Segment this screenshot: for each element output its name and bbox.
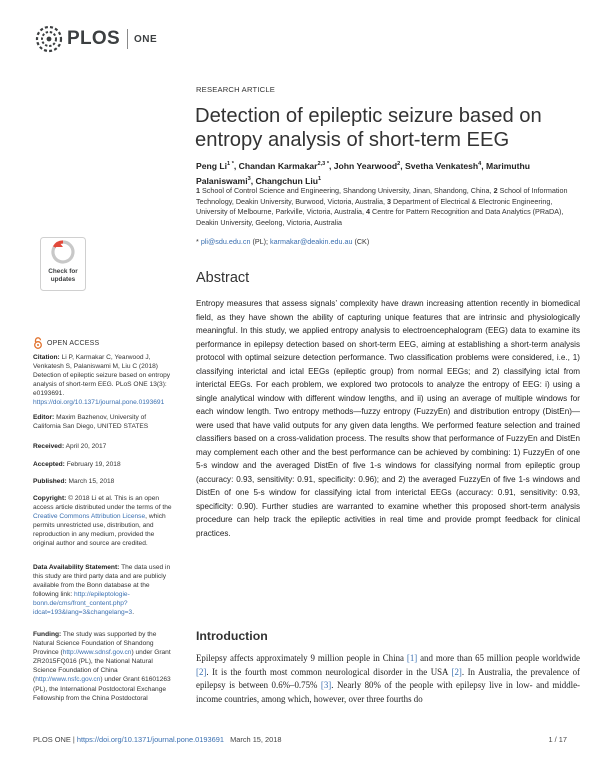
citation-text: Li P, Karmakar C, Yearwood J, Venkatesh S, Palaniswami M, Liu C (2018) Detection of epileptic seizure based on entropy analysis of short-term EEG. PLoS ONE 13(3): e0193691. [33, 354, 171, 398]
intro-text-4: . In Australia, the prevalence of epilepsy is between 0.6%–0.75% [196, 666, 580, 691]
data-availability-block [33, 563, 173, 618]
article-title: Detection of epileptic seizure based on entropy analysis of short-term EEG [195, 105, 542, 151]
badge-line-2: updates [50, 275, 76, 283]
footer-date: March 15, 2018 [230, 735, 282, 744]
affiliation-number: 2 [493, 186, 498, 195]
author-name: Marimuthu Palaniswami [196, 160, 530, 186]
abstract-text: Entropy measures that assess signals’ complexity have drawn increasing attention recently in biomedical field, as they have shown the ability of capturing unique features that are intrinsic and physiologically meaningful. In this study, we applied entropy analysis to electroencephalogram (EEG) data to examine its performance in epilepsy detection based on short-term EEG, aiming at establishing a short-term analysis protocol with optimal seizure detection performance. Two classification problems were considered, i.e., 1) classifying interictal and ictal EEGs (epileptic group) from normal EEGs; and 2) classifying ictal from interictal EEGs. For each problem, we explored two protocols to analyze the entropy of EEG: i) using a single analytical window with different window lengths, and ii) using an average of multiple windows for each window length. Two entropy methods—fuzzy entropy (FuzzyEn) and distribution entropy (DistEn)—were used that have valid outputs for any given data lengths. We performed feature selection and trained classifiers based on a cross-validation process. The results show that performance of FuzzyEn and DistEn may complement each other and the best performance can be achieved by combining: 1) FuzzyEn of one 5-s window and the averaged DistEn of five 1-s windows for classifying normal from epileptic group (accuracy: 0.93, sensitivity: 0.91, specificity: 0.96); and 2) the averaged FuzzyEn of five 1-s windows and DistEn of one 5-s window for classifying ictal from interictal EEGs (accuracy: 0.91, sensitivity: 0.93, specificity: 0.90). Further studies are warranted to examine whether this proposed short-term analysis procedure can help track the epileptic activities in real time and provide prompt feedback for clinical practices. [196, 299, 580, 538]
contact-marker: * [196, 237, 199, 246]
accepted-label: Accepted: [33, 461, 65, 468]
editor-label: Editor: [33, 414, 55, 421]
sdnsf-link[interactable]: http://www.sdnsf.gov.cn [62, 649, 132, 657]
open-lock-icon [33, 337, 43, 349]
open-access-label [33, 337, 99, 349]
author-affiliation-marker: 4 [478, 161, 482, 167]
affiliation-number: 1 [196, 186, 200, 195]
funding-text-3: ) under Grant 61601263 (PL), the International Postdoctoral Exchange Fellowship from the China Postdoctoral [33, 676, 171, 702]
email-link-pl[interactable]: pli@sdu.edu.cn [200, 237, 251, 246]
email-link-ck[interactable]: karmakar@deakin.edu.au [270, 237, 353, 246]
page-footer [33, 735, 567, 744]
intro-text-2: and more than 65 million people worldwide [417, 653, 580, 663]
published-date: March 15, 2018 [66, 478, 115, 485]
introduction-text [196, 652, 580, 706]
author-separator: , [250, 175, 256, 186]
footer-journal: PLOS ONE [33, 735, 71, 744]
article-type: RESEARCH ARTICLE [196, 85, 276, 94]
citation-doi-link[interactable]: https://doi.org/10.1371/journal.pone.0193691 [33, 399, 165, 407]
accepted-date: February 19, 2018 [64, 461, 121, 468]
author-separator: , [481, 160, 487, 171]
received-date: April 20, 2017 [64, 443, 107, 450]
author-affiliation-marker: 1 * [227, 161, 234, 167]
citation-block [33, 353, 173, 408]
plos-one-logo[interactable] [34, 24, 157, 54]
logo-word: PLOS [67, 28, 120, 49]
affiliation-text: School of Information Technology, Deakin University, Burwood, Victoria, Australia, [196, 186, 568, 206]
ref-link-1[interactable]: [1] [406, 653, 418, 663]
intro-text-1: Epilepsy affects approximately 9 million people in China [196, 653, 407, 663]
intro-text-3: . It is the fourth most common neurological disorder in the USA [206, 666, 452, 677]
check-for-updates-badge[interactable] [40, 237, 86, 291]
published-label: Published: [33, 478, 67, 485]
accepted-block [33, 460, 173, 469]
data-availability-label: Data Availability Statement: [33, 564, 120, 571]
author-name: Chandan Karmakar [238, 160, 318, 171]
introduction-heading: Introduction [196, 629, 268, 643]
editor-text: Maxim Bazhenov, University of California San Diego, UNITED STATES [33, 414, 149, 431]
ref-link-3[interactable]: [3] [320, 680, 332, 691]
author-name: John Yearwood [333, 160, 398, 171]
affiliation-number: 3 [386, 196, 391, 206]
logo-suffix: ONE [133, 33, 158, 45]
copyright-text-2: , which permits unrestricted use, distribution, and reproduction in any medium, provided the original author and source are credited. [33, 513, 166, 548]
author-affiliation-marker: 1 [318, 175, 322, 182]
funding-label: Funding: [33, 631, 62, 638]
author-separator: , [400, 160, 406, 171]
copyright-label: Copyright: [33, 495, 67, 502]
affiliation-number: 4 [366, 207, 371, 217]
abstract-heading: Abstract [196, 270, 250, 286]
copyright-text-1: © 2018 Li et al. This is an open access article distributed under the terms of the [33, 495, 172, 512]
author-separator: , [233, 160, 239, 171]
copyright-block [33, 494, 173, 549]
bonn-database-link[interactable]: http://epileptologie-bonn.de/cms/front_content.php?idcat=193&lang=3&changelang=3 [33, 591, 133, 617]
data-availability-end: . [132, 609, 135, 617]
data-availability-text: The data used in this study are third party data and are publicly available from the Bonn database at the following link: [33, 564, 171, 599]
received-label: Received: [33, 443, 65, 450]
license-link[interactable]: Creative Commons Attribution License [33, 513, 146, 521]
footer-doi-link[interactable]: https://doi.org/10.1371/journal.pone.0193691 [76, 735, 224, 744]
funding-block [33, 630, 173, 703]
footer-sep: | [70, 735, 77, 744]
open-access-text: OPEN ACCESS [47, 339, 100, 347]
ref-link-2[interactable]: [2] [196, 666, 207, 677]
badge-line-1: Check for [48, 268, 78, 275]
citation-label: Citation: [33, 354, 60, 361]
contact-who-1: (PL); [250, 237, 271, 246]
plos-logo-icon [34, 24, 64, 54]
author-affiliation-marker: 2 [397, 161, 401, 167]
contact-who-2: (CK) [352, 237, 370, 246]
affiliation-text: Centre for Pattern Recognition and Data Analytics (PRaDA), Deakin University, Geelong, Victoria, Australia [196, 207, 564, 227]
nsfc-link[interactable]: http://www.nsfc.gov.cn [35, 676, 101, 684]
author-list [196, 158, 576, 188]
intro-text-5: . Nearly 80% of the people with epilepsy live in low- and middle-income countries, among which, however, over three fourths do [196, 680, 580, 704]
author-separator: , [329, 160, 334, 171]
editor-block [33, 413, 173, 431]
page-number: 1 / 17 [548, 735, 567, 744]
received-block [33, 442, 173, 451]
contact-emails [196, 237, 576, 246]
logo-divider [127, 29, 128, 49]
affiliations [196, 186, 581, 228]
funding-text-2: ) under Grant ZR2015FQ016 (PL), the National Natural Science Foundation of China ( [33, 649, 171, 684]
author-name: Svetha Venkatesh [405, 160, 479, 171]
published-block [33, 477, 173, 486]
author-affiliation-marker: 3 [247, 175, 251, 182]
affiliation-text: School of Control Science and Engineering, Shandong University, Jinan, Shandong, China, [202, 186, 492, 195]
author-name: Changchun Liu [255, 175, 319, 186]
footer-left [33, 735, 281, 744]
funding-text-1: The study was supported by the Natural Science Foundation of Shandong Province ( [33, 631, 157, 657]
ref-link-2b[interactable]: [2] [451, 666, 462, 677]
author-name: Peng Li [196, 160, 228, 171]
author-affiliation-marker: 2,3 * [317, 161, 329, 167]
affiliation-text: Department of Electrical & Electronic Engineering, University of Melbourne, Parkville, Victoria, Australia, [196, 196, 553, 217]
